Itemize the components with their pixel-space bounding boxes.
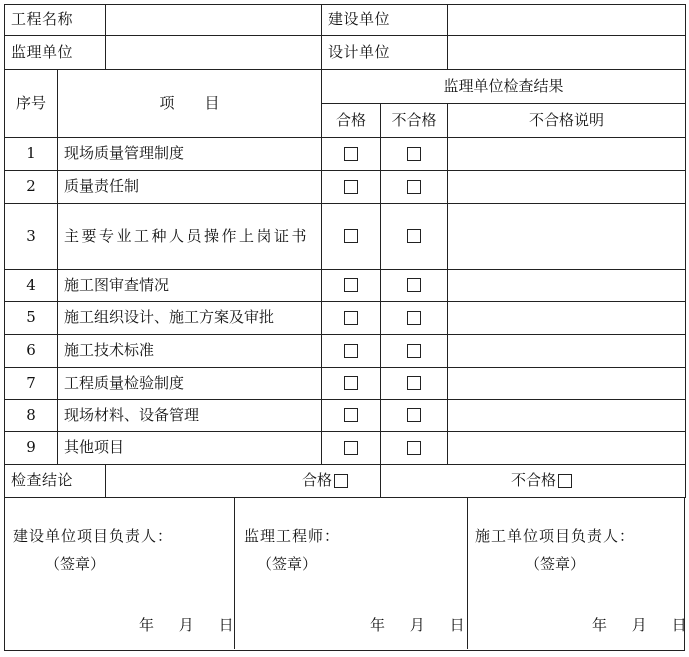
month-label: 月 — [631, 616, 647, 634]
fail-cell — [381, 335, 448, 368]
seq-header: 序号 — [5, 70, 58, 138]
fail-note-cell[interactable] — [448, 400, 686, 432]
year-label: 年 — [139, 616, 155, 634]
project-name-row — [5, 5, 686, 36]
row-number: 5 — [5, 302, 58, 335]
row-number: 7 — [5, 368, 58, 400]
pass-cell — [322, 138, 381, 171]
inspection-table — [4, 4, 686, 498]
pass-cell — [322, 171, 381, 204]
fail-cell — [381, 432, 448, 465]
row-number: 4 — [5, 270, 58, 302]
day-label: 日 — [671, 616, 687, 634]
supervisor-row — [5, 36, 686, 70]
table-row — [5, 204, 686, 270]
fail-cell — [381, 302, 448, 335]
fail-note-cell[interactable] — [448, 335, 686, 368]
row-number: 2 — [5, 171, 58, 204]
pass-cell — [322, 270, 381, 302]
year-label: 年 — [592, 616, 608, 634]
row-item: 施工图审查情况 — [58, 270, 322, 302]
supervisor-signer-label: 监理工程师： — [244, 527, 341, 545]
designer-field[interactable] — [448, 36, 686, 70]
column-header-row — [5, 70, 686, 104]
fail-cell — [381, 270, 448, 302]
pass-cell — [322, 335, 381, 368]
row-item: 现场质量管理制度 — [58, 138, 322, 171]
table-row — [5, 270, 686, 302]
empty-checkbox-icon[interactable] — [407, 344, 421, 358]
table-row — [5, 335, 686, 368]
fail-note-cell[interactable] — [448, 368, 686, 400]
empty-checkbox-icon[interactable] — [407, 229, 421, 243]
fail-note-cell[interactable] — [448, 270, 686, 302]
supervisor-signature-block[interactable] — [234, 497, 468, 649]
row-number: 6 — [5, 335, 58, 368]
pass-cell — [322, 204, 381, 270]
supervisor-field[interactable] — [106, 36, 322, 70]
row-item: 施工技术标准 — [58, 335, 322, 368]
month-label: 月 — [409, 616, 425, 634]
pass-cell — [322, 400, 381, 432]
fail-header: 不合格 — [381, 104, 448, 138]
empty-checkbox-icon[interactable] — [344, 278, 358, 292]
conclusion-pass-label: 合格 — [302, 471, 333, 490]
table-row — [5, 171, 686, 204]
pass-cell — [322, 432, 381, 465]
table-row — [5, 302, 686, 335]
builder-seal-label: （签章） — [45, 555, 106, 573]
fail-note-header: 不合格说明 — [448, 104, 686, 138]
supervisor-date — [370, 614, 465, 635]
empty-checkbox-icon[interactable] — [407, 311, 421, 325]
empty-checkbox-icon[interactable] — [558, 474, 572, 488]
conclusion-fail-label: 不合格 — [511, 471, 557, 490]
fail-note-cell[interactable] — [448, 204, 686, 270]
row-number: 1 — [5, 138, 58, 171]
empty-checkbox-icon[interactable] — [407, 278, 421, 292]
fail-note-cell[interactable] — [448, 171, 686, 204]
empty-checkbox-icon[interactable] — [344, 311, 358, 325]
contractor-seal-label: （签章） — [525, 555, 586, 573]
row-item: 工程质量检验制度 — [58, 368, 322, 400]
empty-checkbox-icon[interactable] — [344, 180, 358, 194]
empty-checkbox-icon[interactable] — [407, 441, 421, 455]
empty-checkbox-icon[interactable] — [407, 376, 421, 390]
year-label: 年 — [370, 616, 386, 634]
pass-cell — [322, 302, 381, 335]
contractor-date — [592, 614, 687, 635]
conclusion-fail — [381, 465, 686, 498]
row-number: 9 — [5, 432, 58, 465]
builder-signature-block[interactable] — [5, 497, 234, 649]
table-row — [5, 138, 686, 171]
row-number: 3 — [5, 204, 58, 270]
contractor-signer-label: 施工单位项目负责人： — [475, 527, 636, 545]
day-label: 日 — [218, 616, 234, 634]
empty-checkbox-icon[interactable] — [407, 147, 421, 161]
row-item: 质量责任制 — [58, 171, 322, 204]
fail-cell — [381, 400, 448, 432]
empty-checkbox-icon[interactable] — [334, 474, 348, 488]
day-label: 日 — [449, 616, 465, 634]
supervisor-seal-label: （签章） — [257, 555, 318, 573]
row-item: 其他项目 — [58, 432, 322, 465]
fail-note-cell[interactable] — [448, 432, 686, 465]
builder-field[interactable] — [448, 5, 686, 36]
builder-label: 建设单位 — [322, 5, 448, 36]
builder-date — [139, 614, 234, 635]
row-item: 现场材料、设备管理 — [58, 400, 322, 432]
empty-checkbox-icon[interactable] — [344, 344, 358, 358]
project-name-label: 工程名称 — [5, 5, 106, 36]
pass-header: 合格 — [322, 104, 381, 138]
table-row — [5, 400, 686, 432]
supervisor-label: 监理单位 — [5, 36, 106, 70]
fail-cell — [381, 171, 448, 204]
item-header: 项 目 — [58, 70, 322, 138]
table-row — [5, 368, 686, 400]
empty-checkbox-icon[interactable] — [344, 147, 358, 161]
empty-checkbox-icon[interactable] — [407, 180, 421, 194]
result-group-header: 监理单位检查结果 — [322, 70, 686, 104]
table-row — [5, 432, 686, 465]
project-name-field[interactable] — [106, 5, 322, 36]
signature-area — [4, 497, 685, 651]
conclusion-label: 检查结论 — [5, 465, 106, 498]
row-item: 主要专业工种人员操作上岗证书 — [58, 204, 322, 270]
designer-label: 设计单位 — [322, 36, 448, 70]
empty-checkbox-icon[interactable] — [344, 229, 358, 243]
fail-note-cell[interactable] — [448, 138, 686, 171]
empty-checkbox-icon[interactable] — [407, 408, 421, 422]
row-number: 8 — [5, 400, 58, 432]
empty-checkbox-icon[interactable] — [344, 408, 358, 422]
conclusion-row — [5, 465, 686, 498]
fail-note-cell[interactable] — [448, 302, 686, 335]
month-label: 月 — [178, 616, 194, 634]
conclusion-pass — [106, 465, 381, 498]
builder-signer-label: 建设单位项目负责人： — [13, 527, 174, 545]
row-item: 施工组织设计、施工方案及审批 — [58, 302, 322, 335]
fail-cell — [381, 138, 448, 171]
pass-cell — [322, 368, 381, 400]
empty-checkbox-icon[interactable] — [344, 441, 358, 455]
fail-cell — [381, 368, 448, 400]
fail-cell — [381, 204, 448, 270]
empty-checkbox-icon[interactable] — [344, 376, 358, 390]
contractor-signature-block[interactable] — [467, 497, 687, 649]
